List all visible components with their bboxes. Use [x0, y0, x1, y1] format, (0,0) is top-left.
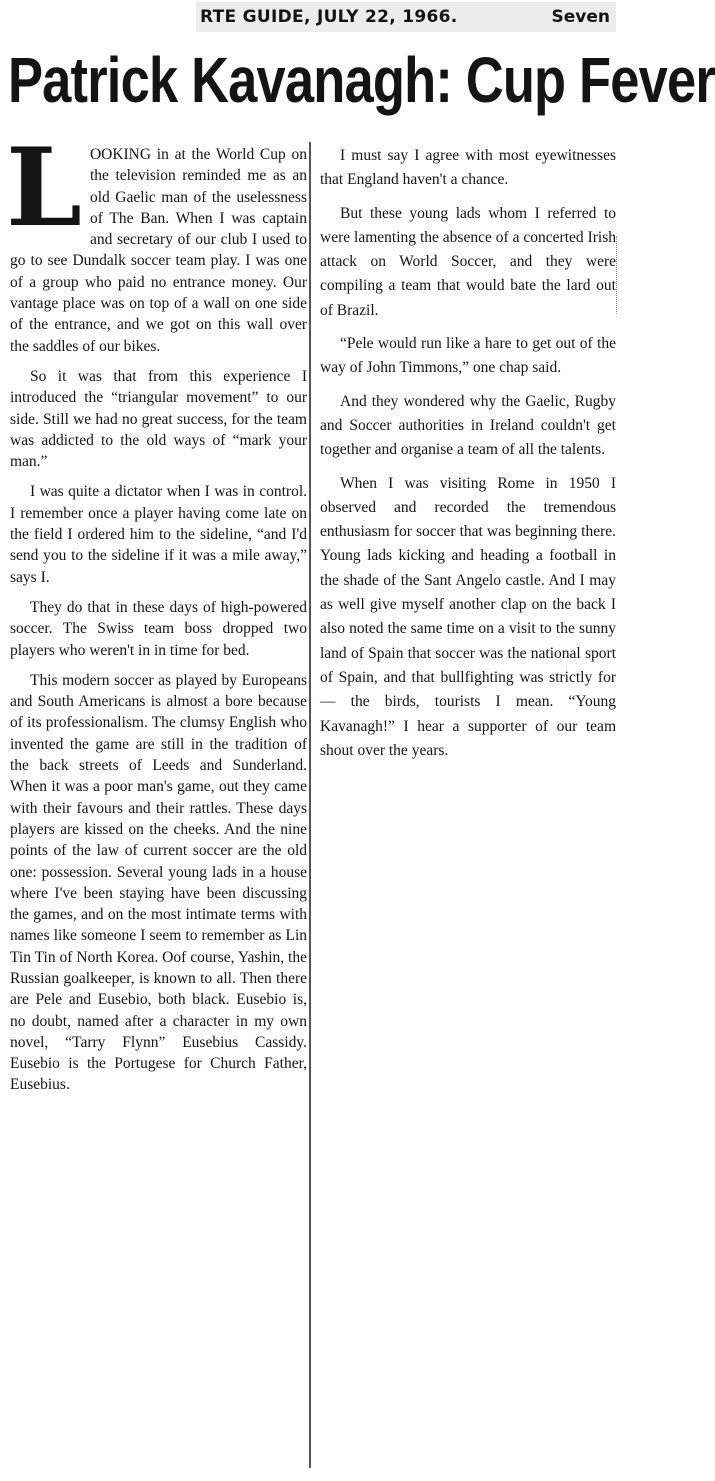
paragraph: They do that in these days of high-powered soccer. The Swiss team boss dropped two players who weren't in in time for bed. [10, 598, 307, 659]
paragraph: But these young lads whom I referred to were lamenting the absence of a concerted Irish attack on World Soccer, and they were compiling a team that would bate the lard out of Brazil. [320, 204, 616, 319]
paragraph: So it was that from this experience I introduced the “triangular movement” to our side. Still we had no great success, for the team was addicted to the old ways of “mark your man.” [10, 367, 307, 471]
paragraph-lead [6, 125, 307, 357]
paragraph: This modern soccer as played by Europeans and South Americans is almost a bore because of its professionalism. The clumsy English who invented the game are still in the tradition of the back streets of Leeds and Sunderland. When it was a poor man's game, out they came with their favours and their rattles. These days players are kissed on the cheeks. And the nine points of the law of current soccer are the old one: possession. Several young lads in a house where I've been staying have been discussing the games, and on the most intimate terms with names like someone I seem to remember as Lin Tin Tin of North Korea. Oof course, Yashin, the Russian goalkeeper, is known to all. Then there are Pele and Eusebio, both black. Eusebio is, no doubt, named after a character in my own novel, “Tarry Flynn” Eusebius Cassidy. Eusebio is the Portugese for Church Father, Eusebius. [10, 671, 307, 1094]
paragraph: “Pele would run like a hare to get out of the way of John Timmons,” one chap said. [320, 335, 616, 377]
right-column [320, 144, 616, 772]
paragraph-lead-text: OOKING in at the World Cup on the television reminded me as an old Gaelic man of the uselessness of The Ban. When I was captain and secretary of our club I used to go to see Dundalk soccer team play. I was one of a group who paid no entrance money. Our vantage place was on top of a wall on one side of the entrance, and we got on this wall over the saddles of our bikes. [10, 146, 307, 355]
column-divider [309, 142, 311, 1468]
page-header [196, 2, 616, 32]
drop-cap: L [6, 125, 82, 251]
paragraph: And they wondered why the Gaelic, Rugby and Soccer authorities in Ireland couldn't get together and organise a team of all the talents. [320, 392, 616, 459]
article-headline: Patrick Kavanagh: Cup Fever [8, 44, 715, 116]
paragraph: I was quite a dictator when I was in control. I remember once a player having come late on the field I ordered him to the sideline, “and I'd send you to the sideline if it was a mile away,” says I. [10, 483, 307, 586]
publication-dateline: RTE GUIDE, JULY 22, 1966. [200, 7, 458, 27]
scan-edge-mark [616, 236, 620, 314]
paragraph: I must say I agree with most eyewitnesses that England haven't a chance. [320, 147, 616, 189]
paragraph: When I was visiting Rome in 1950 I observed and recorded the tremendous enthusiasm for soccer that was beginning there. Young lads kicking and heading a football in the shade of the Sant Angelo castle. And I may as well give myself another clap on the back I also noted the same time on a visit to the sunny land of Spain that soccer was the national sport of Spain, and that bullfighting was strictly for — the birds, tourists I mean. “Young Kavanagh!” I hear a supporter of our team shout over the years. [320, 474, 616, 759]
left-column [6, 125, 307, 1105]
page-number-word: Seven [551, 7, 610, 27]
